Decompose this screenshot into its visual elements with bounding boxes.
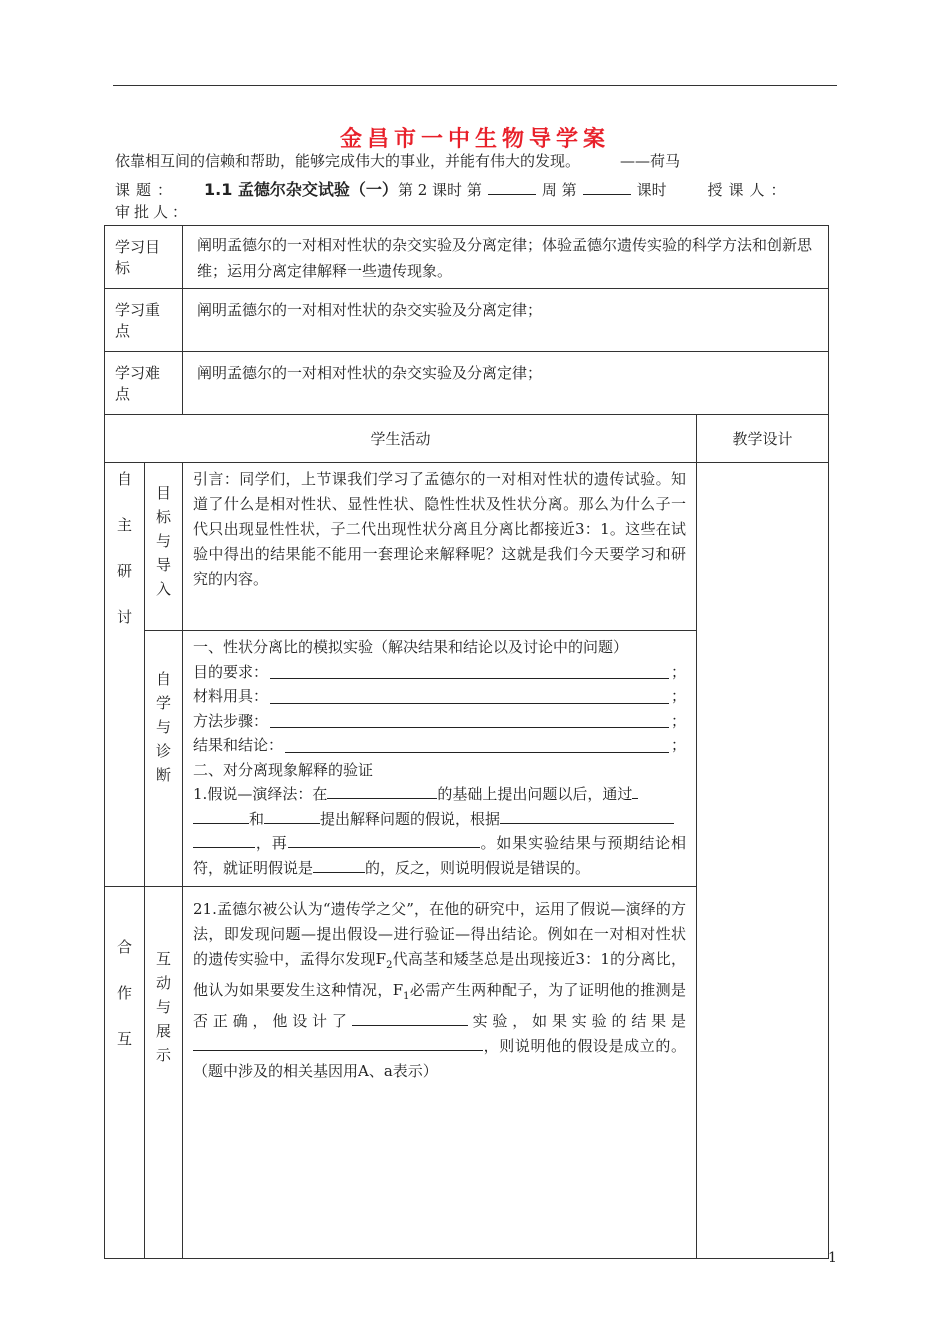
field-materials	[193, 684, 686, 709]
teacher-label: 授课人：	[707, 181, 792, 199]
label-char: 作	[116, 984, 132, 1002]
class-blank[interactable]	[583, 182, 631, 195]
student-activity-header: 学生活动	[105, 415, 697, 463]
verify-text: 和	[249, 809, 265, 828]
field-label: 结果和结论：	[193, 736, 284, 754]
label-char: 互	[156, 950, 172, 968]
verify-text: 的基础上提出问题以后，通过	[437, 785, 633, 803]
header-rule	[113, 85, 837, 86]
verify-blank-2[interactable]	[632, 783, 638, 799]
label-char: 动	[156, 974, 172, 992]
result-blank[interactable]	[285, 736, 669, 753]
verify-blank-7[interactable]	[288, 832, 480, 848]
label-char: 目	[156, 484, 172, 502]
label-char: 入	[156, 580, 172, 598]
motto-author: ——荷马	[620, 152, 681, 170]
goal-text: 阐明孟德尔的一对相对性状的杂交实验及分离定律；体验孟德尔遗传实验的科学方法和创新思维；运用分离定律解释一些遗传现象。	[183, 226, 829, 289]
label-char: 与	[156, 532, 172, 550]
label-char: 标	[156, 508, 172, 526]
label-char: 互	[116, 1030, 132, 1048]
page-number: 1	[828, 1250, 837, 1266]
label-char: 主	[116, 516, 132, 534]
label-char: 导	[156, 556, 172, 574]
verify-blank-8[interactable]	[313, 857, 365, 873]
class-prefix: 第	[561, 181, 577, 199]
label-char: 与	[156, 718, 172, 736]
week-prefix: 第	[466, 181, 482, 199]
teaching-design-header: 教学设计	[697, 415, 829, 463]
key-label: 学习重点	[105, 289, 183, 352]
field-method	[193, 709, 686, 734]
subscript: 2	[386, 960, 393, 971]
label-char: 断	[156, 766, 172, 784]
label-char: 示	[156, 1046, 172, 1064]
question-text: 必需产生两种配子，为了证明他的推测是否正确，他设计了	[193, 981, 686, 1030]
question-text: 实验，如果实验的结果是	[467, 1012, 686, 1030]
period: 第 2 课时	[397, 181, 463, 199]
section-cooperative-label	[105, 887, 145, 1259]
page-title: 金昌市一中生物导学案	[339, 126, 610, 152]
question-text: 代高茎和矮茎总是出现接近3：1的分离比，他认为如果要发生这种情况，F	[193, 950, 687, 999]
lesson-meta	[115, 177, 835, 221]
field-result	[193, 733, 686, 758]
verify-text: 。如果实验结果与预期结论相符，就证明假说是	[193, 834, 686, 877]
purpose-blank[interactable]	[270, 662, 669, 679]
key-text: 阐明孟德尔的一对相对性状的杂交实验及分离定律；	[183, 289, 829, 352]
verify-blank-1[interactable]	[327, 783, 437, 799]
label-char: 研	[116, 562, 132, 580]
semicolon: ；	[671, 662, 687, 681]
field-purpose	[193, 660, 686, 685]
verify-title: 二、对分离现象解释的验证	[193, 760, 374, 779]
question-21	[183, 887, 697, 1259]
question-text: 21.孟德尔被公认为“遗传学之父”，在他的研究中，运用了假说—演绎的方法，即发现问题—提出假设—进行验证—得出结论。例如在一对相对性状的遗传实验中，孟得尔发现F	[193, 900, 687, 968]
motto-text: 依靠相互间的信赖和帮助，能够完成伟大的事业，并能有伟大的发现。	[115, 152, 581, 170]
label-char: 自	[156, 670, 172, 688]
verify-blank-3[interactable]	[193, 808, 249, 824]
verify-text: 的，反之，则说明假说是错误的。	[365, 858, 591, 877]
section-autonomous-label	[105, 463, 145, 887]
field-label: 目的要求：	[193, 662, 269, 681]
materials-blank[interactable]	[270, 687, 669, 704]
field-label: 方法步骤：	[193, 711, 269, 730]
week-suffix: 周	[541, 181, 557, 199]
question-text: ，则说明他的假设是成立的。（题中涉及的相关基因用A、a表示）	[193, 1037, 687, 1080]
semicolon: ；	[671, 736, 687, 754]
verify-blank-4[interactable]	[264, 808, 320, 824]
label-char: 诊	[156, 742, 172, 760]
study-table	[104, 225, 829, 1259]
week-blank[interactable]	[488, 182, 536, 195]
verify-text: 提出解释问题的假说，根据	[320, 809, 501, 828]
class-suffix: 课时	[636, 181, 667, 199]
intro-label	[145, 463, 183, 631]
label-char: 学	[156, 694, 172, 712]
intro-text: 引言：同学们，上节课我们学习了孟德尔的一对相对性状的遗传试验。知道了什么是相对性状、显性性状、隐性性状及性状分离。那么为什么子一代只出现显性性状，子二代出现性状分离且分离比都接近3：1。这些在试验中得出的结果能不能用一套理论来解释呢？这就是我们今天要学习和研究的内容。	[183, 463, 697, 631]
interaction-label	[145, 887, 183, 1259]
label-char: 讨	[116, 608, 132, 626]
self-study-content	[183, 631, 697, 887]
teaching-design-area[interactable]	[697, 463, 829, 1259]
field-label: 材料用具：	[193, 687, 269, 705]
verify-text: ，再	[255, 834, 288, 852]
self-study-label	[145, 631, 183, 887]
motto	[115, 150, 680, 171]
label-char: 展	[156, 1022, 172, 1040]
result-blank[interactable]	[193, 1035, 483, 1051]
experiment-blank[interactable]	[352, 1010, 468, 1026]
method-blank[interactable]	[270, 711, 669, 728]
label-char: 与	[156, 998, 172, 1016]
lesson-title: 1.1 孟德尔杂交试验（一）	[204, 180, 398, 199]
approver-label: 审批人：	[115, 203, 192, 221]
verify-blank-6[interactable]	[193, 832, 255, 848]
subscript: 1	[403, 991, 410, 1002]
semicolon: ；	[671, 687, 687, 705]
verify-paragraph	[193, 782, 686, 880]
semicolon: ；	[671, 711, 687, 730]
label-char: 合	[116, 938, 132, 956]
verify-text: 1.假说—演绎法：在	[193, 785, 328, 803]
difficulty-label: 学习难点	[105, 352, 183, 415]
verify-blank-5[interactable]	[500, 808, 674, 824]
label-char: 自	[116, 470, 132, 488]
goal-label: 学习目标	[105, 226, 183, 289]
simulation-title: 一、性状分离比的模拟实验（解决结果和结论以及讨论中的问题）	[193, 638, 629, 656]
lesson-label: 课题：	[115, 181, 179, 199]
difficulty-text: 阐明孟德尔的一对相对性状的杂交实验及分离定律；	[183, 352, 829, 415]
